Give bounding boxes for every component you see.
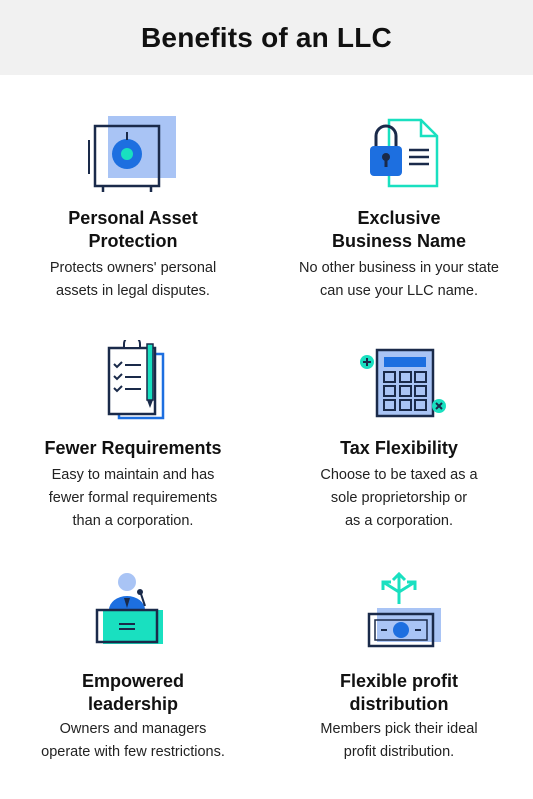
card-title: Empowered leadership	[81, 671, 185, 714]
card-description: Owners and managers operate with few restrictions.	[41, 721, 225, 760]
page-title: Benefits of an LLC	[141, 21, 392, 53]
card-description: Members pick their ideal profit distribution.	[320, 721, 478, 760]
card-description: No other business in your state can use your LLC name.	[299, 260, 499, 299]
checklist-clipboard-icon	[83, 340, 183, 430]
card-title: Personal Asset Protection	[68, 208, 198, 251]
card-title: Flexible profit distribution	[339, 671, 458, 714]
card-description: Protects owners' personal assets in legal disputes.	[49, 260, 217, 299]
safe-icon	[83, 112, 183, 202]
calculator-icon	[349, 340, 449, 430]
card-title: Tax Flexibility	[340, 438, 458, 458]
card-description: Choose to be taxed as a sole proprietorship or as a corporation.	[320, 467, 478, 529]
card-description: Easy to maintain and has fewer formal requirements than a corporation.	[48, 467, 218, 529]
padlock-document-icon	[349, 112, 449, 202]
banknote-arrows-icon	[349, 568, 449, 658]
page-header	[0, 0, 533, 75]
card-title: Exclusive Business Name	[331, 208, 467, 251]
speaker-podium-icon	[83, 568, 183, 658]
card-title: Fewer Requirements	[44, 438, 222, 458]
